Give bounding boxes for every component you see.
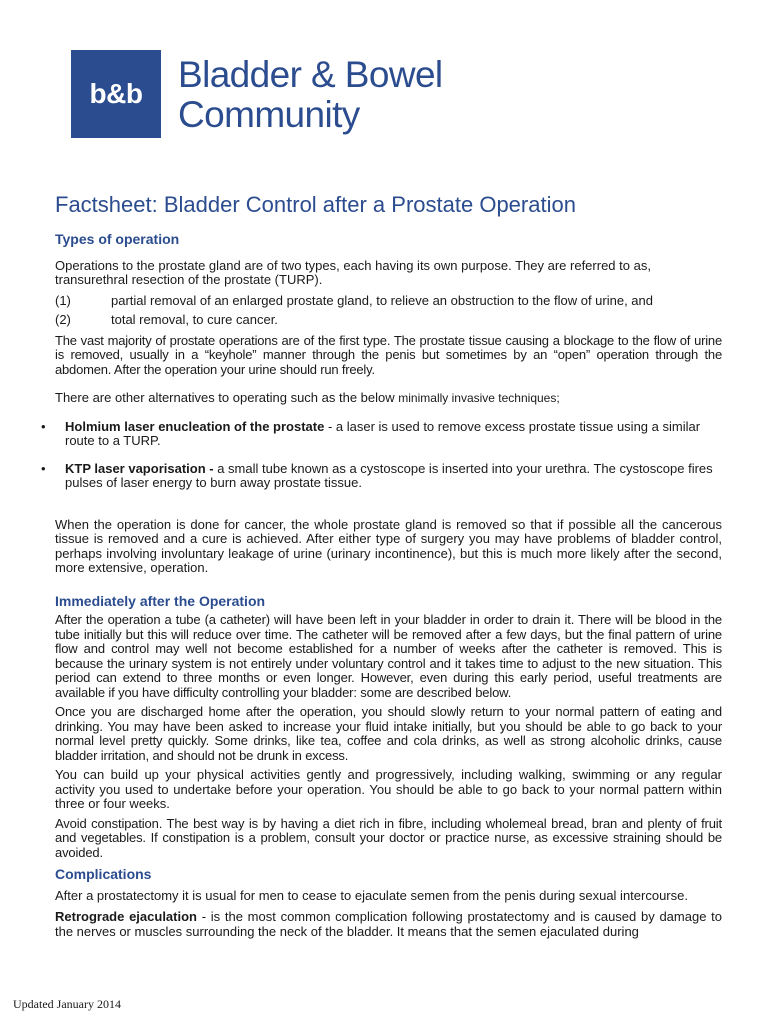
item-number: (1) xyxy=(55,292,71,308)
after-paragraph-2: Once you are discharged home after the operation, you should slowly return to your normal pattern of eating and drinking. You may have been asked to increase your fluid intake initially, but you should be able to go back to your normal level pretty quickly. Some drinks, like tea, coffee and cola drinks, as well as strong alcoholic drinks, cause bladder irritation, and should not be drunk in excess. xyxy=(55,704,722,763)
types-intro: Operations to the prostate gland are of two types, each having its own purpose. They are referred to as, transurethral resection of the prostate (TURP). xyxy=(55,257,651,287)
bullet-text: - a laser is used to remove excess prostate tissue using a similar route to a TURP. xyxy=(65,418,701,448)
bullet-icon: • xyxy=(41,418,46,434)
section-heading-after: Immediately after the Operation xyxy=(55,592,266,609)
numbered-item xyxy=(55,294,722,309)
after-paragraph-4: Avoid constipation. The best way is by having a diet rich in fibre, including wholemeal bread, bran and plenty of fruit and vegetables. If constipation is a problem, consult your doctor or practice nurse, as excessive straining should be avoided. xyxy=(55,815,722,860)
item-text: total removal, to cure cancer. xyxy=(111,312,278,327)
complications-paragraph-1: After a prostatectomy it is usual for men to cease to ejaculate semen from the penis during sexual intercourse. xyxy=(55,887,688,903)
logo: b&b xyxy=(71,50,161,138)
bullet-title: KTP laser vaporisation - xyxy=(65,460,214,476)
bullet-title: Holmium laser enucleation of the prostate xyxy=(65,418,325,434)
section-heading-types: Types of operation xyxy=(55,231,180,247)
bullet-list xyxy=(41,418,722,491)
majority-paragraph: The vast majority of prostate operations are of the first type. The prostate tissue causing a blockage to the flow of urine is removed, usually in a “keyhole” manner through the penis but sometimes by an “open” operation through the abdomen. After the operation your urine should run freely. xyxy=(55,332,722,377)
alternatives-text: There are other alternatives to operating such as the below xyxy=(55,390,399,405)
item-number: (2) xyxy=(55,312,71,327)
page-title: Factsheet: Bladder Control after a Prostate Operation xyxy=(55,192,576,217)
cancer-paragraph: When the operation is done for cancer, the whole prostate gland is removed so that if possible all the cancerous tissue is removed and a cure is achieved. After either type of surgery you may have problems of bladder control, perhaps involving involuntary leakage of urine (urinary incontinence), but this is much more likely after the second, more extensive, operation. xyxy=(55,516,722,575)
section-heading-complications: Complications xyxy=(55,866,152,882)
brand-line1: Bladder & Bowel xyxy=(178,53,443,95)
after-paragraph-1: After the operation a tube (a catheter) will have been left in your bladder in order to drain it. There will be blood in the tube initially but this will reduce over time. The catheter will be removed after a few days, but the final pattern of urine flow and control may well not become established for a number of weeks after the catheter is removed. This is because the urinary system is not entirely under voluntary control and it takes time to adjust to the new situation. This period can extend to three months or even longer. However, even during this early period, useful treatments are available if you have difficulty controlling your bladder: some are described below. xyxy=(55,612,722,700)
bullet-text: a small tube known as a cystoscope is inserted into your urethra. The cystoscope fires pulses of laser energy to burn away prostate tissue. xyxy=(65,460,713,490)
alternatives-paragraph xyxy=(55,391,722,406)
footer-updated: Updated January 2014 xyxy=(13,997,121,1011)
header xyxy=(71,49,443,139)
complications-paragraph-2 xyxy=(55,910,722,939)
bullet-icon: • xyxy=(41,460,46,476)
alternatives-text-small: minimally invasive techniques; xyxy=(398,391,560,405)
brand-name xyxy=(178,53,443,135)
list-item xyxy=(41,418,722,449)
factsheet-body xyxy=(41,191,722,939)
retrograde-text: - is the most common complication following prostatectomy and is caused by damage to the nerves or muscles surrounding the neck of the bladder. It means that the semen ejaculated during xyxy=(55,909,722,939)
after-paragraph-3: You can build up your physical activities gently and progressively, including walking, swimming or any regular activity you used to undertake before your operation. You should be able to go back to your normal pattern within three or four weeks. xyxy=(55,767,722,811)
numbered-item xyxy=(55,313,722,328)
item-text: partial removal of an enlarged prostate gland, to relieve an obstruction to the flow of urine, and xyxy=(111,292,653,308)
brand-line2: Community xyxy=(178,93,360,135)
list-item xyxy=(41,460,722,491)
retrograde-term: Retrograde ejaculation xyxy=(55,909,197,924)
